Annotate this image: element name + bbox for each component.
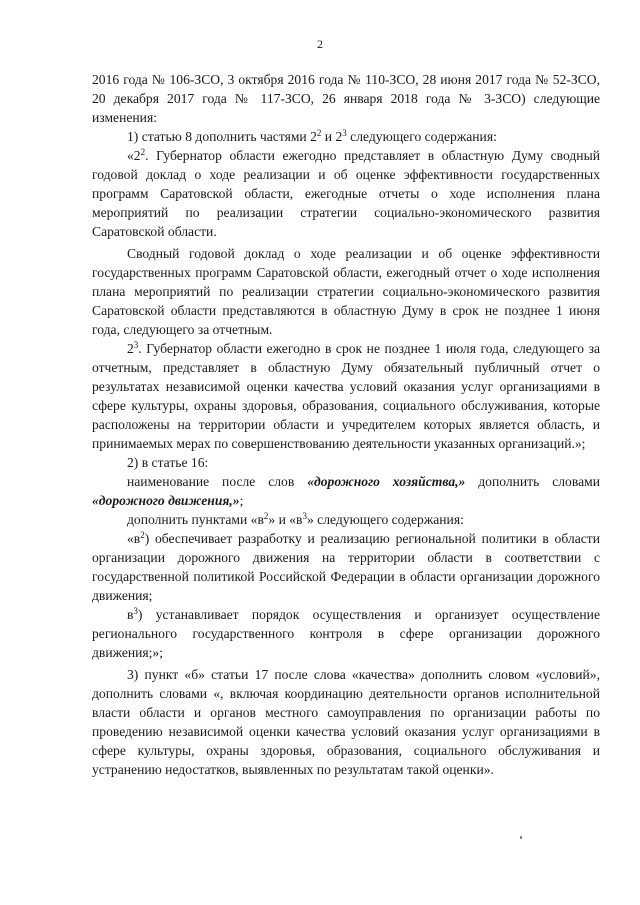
paragraph-name-change: наименование после слов «дорожного хозяйства,» дополнить словами «дорожного движения,»; [92, 474, 600, 508]
paragraph-intro: 2016 года № 106-ЗСО, 3 октября 2016 года № 110-ЗСО, 28 июня 2017 года № 52-ЗСО, 20 декабря 2017 года № 117-ЗСО, 26 января 2018 года № 3-ЗСО) следующие изменения: [92, 72, 600, 125]
paragraph-part-2-3: $2^3$. Губернатор области ежегодно в срок не позднее 1 июля года, следующего за отчетным, представляет в областную Думу обязательный публичный отчет о результатах независимой оценки качества условий оказания услуг организациями в сфере культуры, охраны здоровья, образования, социального обслуживания, которые расположены на территории области и учредителем которых является область, и принимаемых мерах по совершенствованию деятельности указанных организаций.»; [92, 340, 600, 451]
paragraph-point-v3: $в^3$) устанавливает порядок осуществления и организует осуществление регионального государственного контроля в сфере организации дорожного движения;»; [92, 606, 600, 660]
paragraph-part-2-2-continued: Сводный годовой доклад о ходе реализации и об оценке эффективности государственных программ Саратовской области, ежегодный отчет о ходе исполнения плана мероприятий по реализации стратегии социально-экономического развития Саратовской области представляются в областную Думу в срок не позднее 1 июня года, следующего за отчетным. [92, 246, 600, 337]
paragraph-add-points: дополнить пунктами «$в^2$» и «$в^3$» следующего содержания: [127, 511, 464, 527]
paragraph-part-2-2: «$2^2$. Губернатор области ежегодно представляет в областную Думу сводный годовой доклад о ходе реализации и об оценке эффективности государственных программ Саратовской области, ежегодные отчеты о ходе исполнения плана мероприятий по реализации стратегии социально-экономического развития Саратовской области. [92, 147, 600, 239]
paragraph-point-v2: «$в^2$) обеспечивает разработку и реализацию региональной политики в области организации дорожного движения на территории области в соответствии с государственной политикой Российской Федерации в области организации дорожного движения; [92, 530, 600, 603]
paragraph-item-1: 1) статью 8 дополнить частями $2^2$ и $2^3$ следующего содержания: [127, 128, 497, 144]
paragraph-item-2: 2) в статье 16: [127, 455, 209, 470]
page-number: 2 [317, 37, 323, 51]
document-body [92, 70, 600, 779]
paragraph-item-3: 3) пункт «б» статьи 17 после слова «качества» дополнить словом «условий», дополнить словами «, включая координацию деятельности органов исполнительной власти области и органов местного самоуправления по организации работы по проведению независимой оценки качества условий оказания услуг организациями в сфере культуры, охраны здоровья, образования, социального обслуживания и устранению недостатков, выявленных по результатам такой оценки». [92, 667, 600, 777]
scan-speck [520, 836, 522, 839]
